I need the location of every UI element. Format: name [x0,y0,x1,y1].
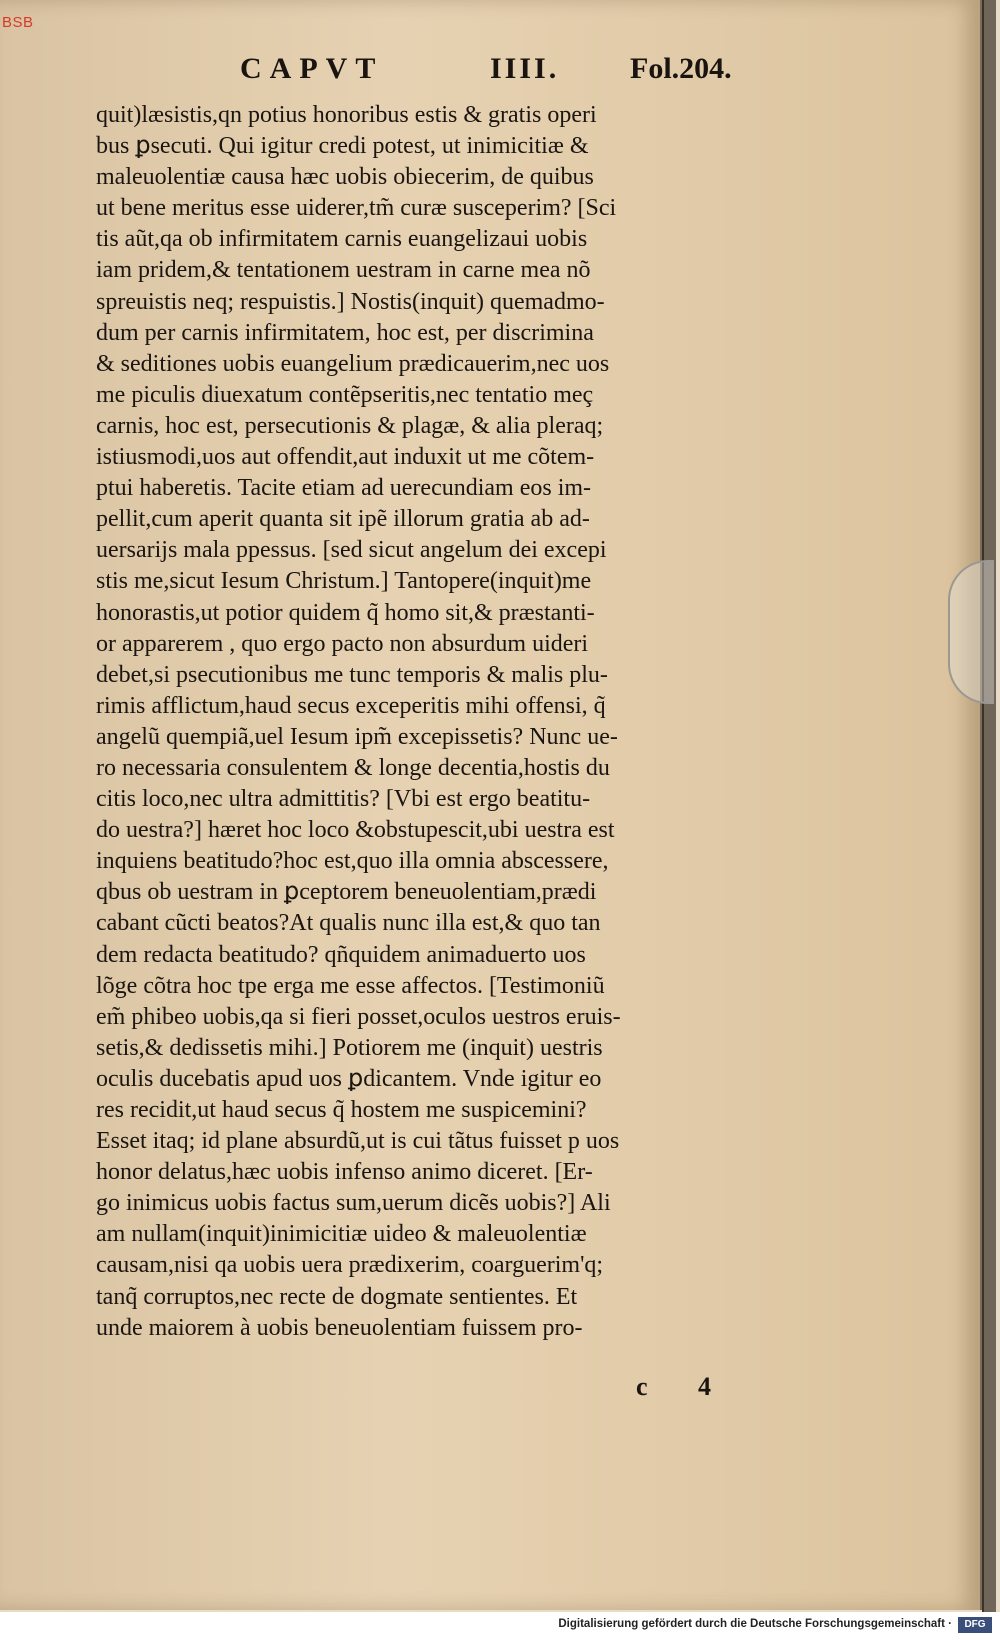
text-line: bus ꝑsecuti. Qui igitur credi potest, ut inimicitiæ & [96,133,589,160]
text-line: ro necessaria consulentem & longe decentia,hostis du [96,754,610,781]
text-line: maleuolentiæ causa hæc uobis obiecerim, de quibus [96,164,594,191]
header-chapter-number: IIII. [490,52,560,85]
text-line: iam pridem,& tentationem uestram in carne mea nõ [96,257,591,284]
text-line: ut bene meritus esse uiderer,tm̃ curæ susceperim? [Sci [96,195,617,222]
text-line: unde maiorem à uobis beneuolentiam fuissem pro- [96,1314,583,1341]
text-line: tanq̃ corruptos,nec recte de dogmate sentientes. Et [96,1283,578,1310]
text-line: pellit,cum aperit quanta sit ipẽ illorum gratia ab ad- [96,506,590,533]
page-clip [948,560,994,704]
text-line: rimis afflictum,haud secus exceperitis mihi offensi, q̃ [96,692,606,719]
library-mark: BSB [2,14,34,31]
text-line: oculis ducebatis apud uos ꝑdicantem. Vnde igitur eo [96,1065,602,1092]
text-line: honorastis,ut potior quidem q̃ homo sit,& præstanti- [96,599,595,626]
running-header [240,52,780,92]
text-line: carnis, hoc est, persecutionis & plagæ, & alia pleraq; [96,412,604,439]
text-line: setis,& dedissetis mihi.] Potiorem me (inquit) uestris [96,1034,603,1061]
signature-mark: c 4 [636,1372,734,1401]
text-line: go inimicus uobis factus sum,uerum dicẽs uobis?] Ali [96,1190,611,1217]
text-line: debet,si psecutionibus me tunc temporis & malis plu- [96,661,608,688]
text-line: angelũ quempiã,uel Iesum ipm̃ excepissetis? Nunc ue- [96,723,618,750]
body-text [96,100,796,1344]
text-line: istiusmodi,uos aut offendit,aut induxit ut me cõtem- [96,444,595,471]
text-line: cabant cũcti beatos?At qualis nunc illa est,& quo tan [96,910,601,937]
digitization-credit: Digitalisierung gefördert durch die Deutsche Forschungsgemeinschaft · [558,1618,952,1630]
text-line: honor delatus,hæc uobis infenso animo diceret. [Er- [96,1159,593,1186]
text-line: or apparerem , quo ergo pacto non absurdum uideri [96,630,589,657]
text-line: stis me,sicut Iesum Christum.] Tantopere(inquit)me [96,568,592,595]
text-line: tis aũt,qa ob infirmitatem carnis euangelizaui uobis [96,226,588,253]
text-line: dum per carnis infirmitatem, hoc est, per discrimina [96,319,594,346]
text-line: citis loco,nec ultra admittitis? [Vbi est ergo beatitu- [96,786,591,813]
text-line: spreuistis neq; respuistis.] Nostis(inquit) quemadmo- [96,288,605,315]
text-line: causam,nisi qa uobis uera prædixerim, coarguerim'q; [96,1252,604,1279]
text-line: em̃ phibeo uobis,qa si fieri posset,oculos uestros eruis- [96,1003,621,1030]
text-line: qbus ob uestram in ꝑceptorem beneuolentiam,prædi [96,879,597,906]
text-line: am nullam(inquit)inimicitiæ uideo & maleuolentiæ [96,1221,587,1248]
text-line: res recidit,ut haud secus q̃ hostem me suspicemini? [96,1097,587,1123]
text-line: dem redacta beatitudo? qñquidem animaduerto uos [96,941,586,968]
text-line: lõge cõtra hoc tpe erga me esse affectos. [Testimoniũ [96,972,605,999]
text-line: uersarijs mala ppessus. [sed sicut angelum dei excepi [96,537,607,564]
text-line: do uestra?] hæret hoc loco &obstupescit,ubi uestra est [96,817,615,844]
text-line: quit)læsistis,qn potius honoribus estis & gratis operi [96,102,597,128]
text-line: & seditiones uobis euangelium prædicauerim,nec uos [96,350,610,377]
text-line: ptui haberetis. Tacite etiam ad uerecundiam eos im- [96,475,592,502]
text-line: me piculis diuexatum contẽpseritis,nec tentatio meç [96,381,594,408]
dfg-logo: DFG [958,1617,992,1633]
header-caput: CAPVT [240,52,384,85]
page-block-edge [982,0,996,1612]
text-line: inquiens beatitudo?hoc est,quo illa omnia abscessere, [96,848,609,875]
header-folio: Fol.204. [630,52,732,85]
text-line: Esset itaq; id plane absurdũ,ut is cui tãtus fuisset p uos [96,1128,620,1155]
